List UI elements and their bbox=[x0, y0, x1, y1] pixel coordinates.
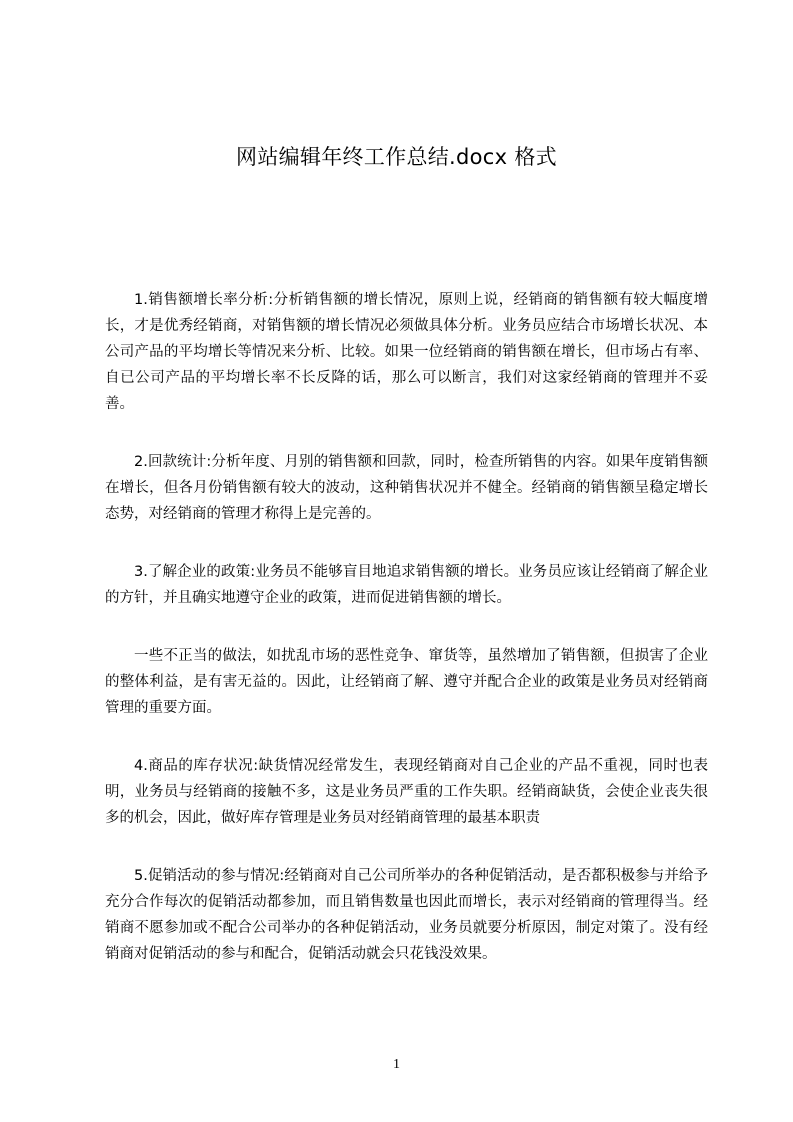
page-number: 1 bbox=[393, 1057, 400, 1072]
paragraph-promotion-participation: 5.促销活动的参与情况:经销商对自己公司所举办的各种促销活动，是否都积极参与并给予充分合作每次的促销活动都参加，而且销售数量也因此而增长，表示对经销商的管理得当。经销商不愿参加或不配合公司举办的各种促销活动，业务员就要分析原因，制定对策了。没有经销商对促销活动的参与和配合，促销活动就会只花钱没效果。 bbox=[105, 868, 708, 962]
document-title: 网站编辑年终工作总结.docx 格式 bbox=[236, 145, 557, 169]
paragraph-inventory-status: 4.商品的库存状况:缺货情况经常发生，表现经销商对自己企业的产品不重视，同时也表明，业务员与经销商的接触不多，这是业务员严重的工作失职。经销商缺货，会使企业丧失很多的机会，因此，做好库存管理是业务员对经销商管理的最基本职责 bbox=[105, 758, 708, 826]
paragraph-improper-practices: 一些不正当的做法，如扰乱市场的恶性竞争、窜货等，虽然增加了销售额，但损害了企业的整体利益，是有害无益的。因此，让经销商了解、遵守并配合企业的政策是业务员对经销商管理的重要方面。 bbox=[105, 648, 708, 716]
paragraph-sales-growth: 1.销售额增长率分析:分析销售额的增长情况，原则上说，经销商的销售额有较大幅度增长，才是优秀经销商，对销售额的增长情况必须做具体分析。业务员应结合市场增长状况、本公司产品的平均增长等情况来分析、比较。如果一位经销商的销售额在增长，但市场占有率、自已公司产品的平均增长率不长反降的话，那么可以断言，我们对这家经销商的管理并不妥善。 bbox=[105, 292, 708, 412]
paragraph-company-policy: 3.了解企业的政策:业务员不能够盲目地追求销售额的增长。业务员应该让经销商了解企业的方针，并且确实地遵守企业的政策，进而促进销售额的增长。 bbox=[105, 564, 708, 606]
document-body bbox=[105, 287, 708, 999]
paragraph-payment-statistics: 2.回款统计:分析年度、月别的销售额和回款，同时，检查所销售的内容。如果年度销售额在增长，但各月份销售额有较大的波动，这种销售状况并不健全。经销商的销售额呈稳定增长态势，对经销商的管理才称得上是完善的。 bbox=[105, 454, 708, 522]
